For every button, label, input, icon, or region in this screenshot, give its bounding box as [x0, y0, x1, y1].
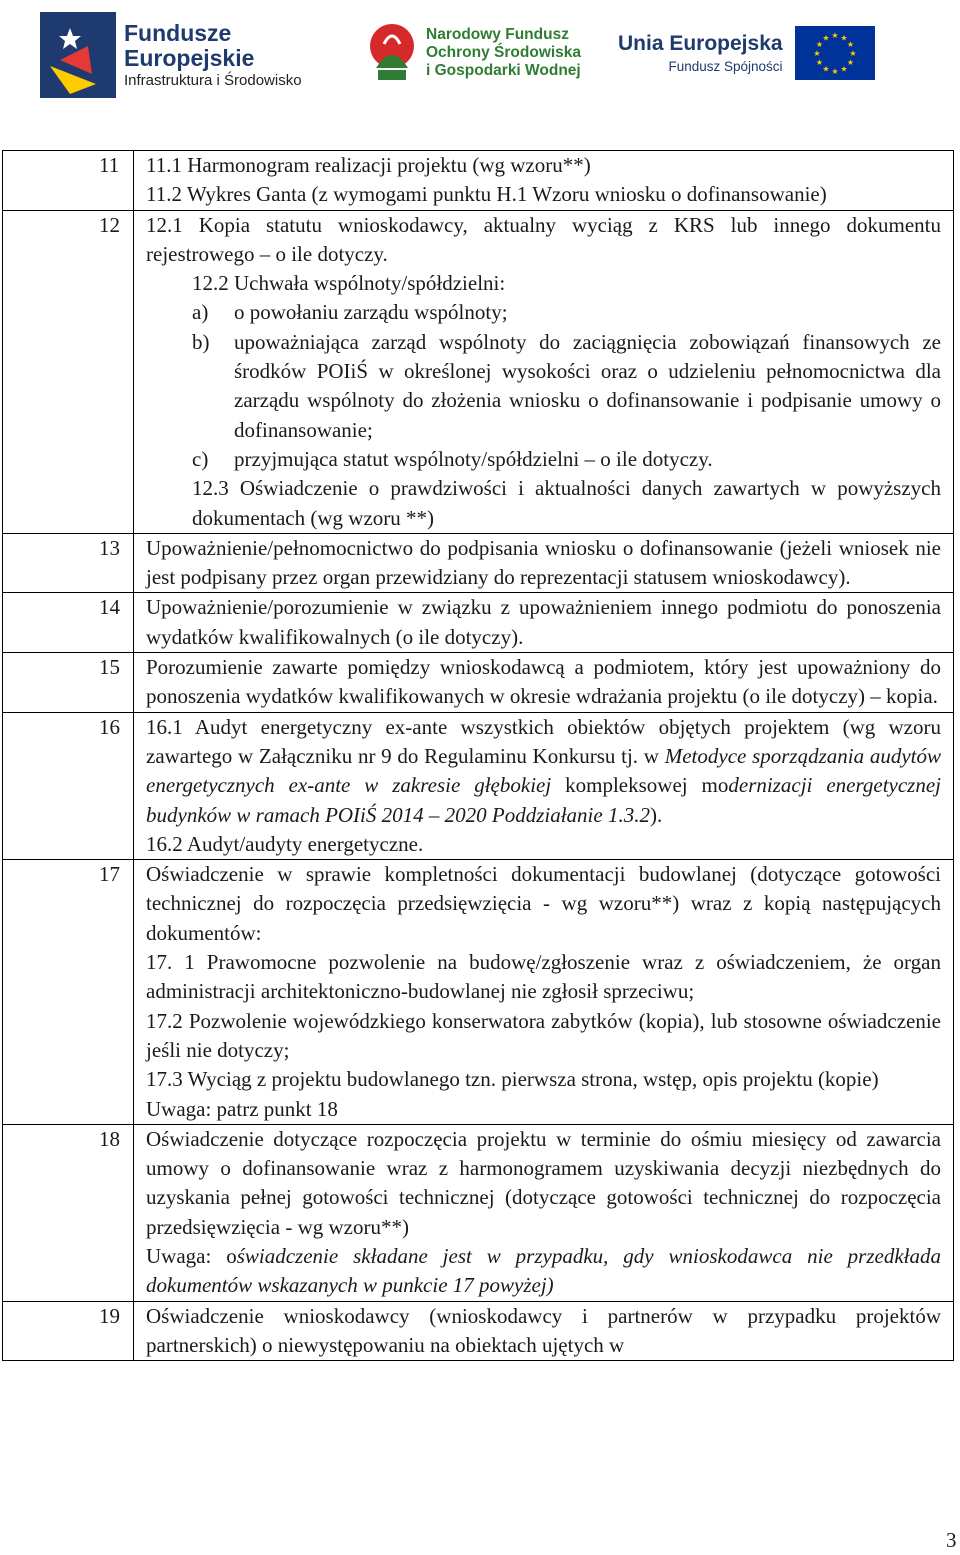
- logo2-line2: Ochrony Środowiska: [426, 44, 582, 62]
- row-number: 12: [3, 210, 134, 533]
- note-text: świadczenie składane jest w przypadku, gdy wnioskodawca nie przedkłada dokumentów wskazanych w punkcie 17 powyżej): [146, 1243, 941, 1298]
- item-16-1-text: 16.1 Audyt energetyczny ex-ante wszystkich obiektów objętych projektem (wg wzoru zawartego w Załączniku nr 9 do Regulaminu Konkursu tj. w: [146, 714, 941, 768]
- item-11-1: 11.1 Harmonogram realizacji projektu (wg wzoru**): [146, 153, 591, 177]
- logo1-line3: Infrastruktura i Środowisko: [124, 71, 302, 89]
- fe-flag-icon: [40, 12, 116, 98]
- item-11-2: 11.2 Wykres Ganta (z wymogami punktu H.1 Wzoru wniosku o dofinansowanie): [146, 182, 827, 207]
- list-text: upoważniająca zarząd wspólnoty do zaciągnięcia zobowiązań finansowych ze środków POIiŚ w określonej wysokości oraz o udzieleniu pełnomocnictwa dla zarządu wspólnoty do złożenia wniosku o dofinansowanie i podpisanie umowy o dofinansowanie;: [234, 329, 941, 442]
- fundusze-europejskie-logo: [40, 12, 302, 98]
- svg-text:★: ★: [830, 67, 839, 76]
- list-marker: c): [192, 446, 209, 471]
- item-18-note: [146, 1242, 941, 1301]
- note-label: Uwaga: o: [146, 1243, 237, 1268]
- logo1-line1: Fundusze: [124, 20, 232, 47]
- unia-europejska-logo: [618, 26, 875, 80]
- table-row: [3, 712, 954, 859]
- row-content: [134, 712, 954, 859]
- row-number: 16: [3, 712, 134, 859]
- table-row: [3, 151, 954, 211]
- methodology-title-part2: dernizacji energetycznej budynków w ramach POIiŚ 2014 – 2020 Poddziałanie 1.3.2: [146, 773, 941, 827]
- nfosigw-logo: [366, 22, 581, 84]
- svg-text:★: ★: [815, 40, 823, 49]
- row-content: [134, 860, 954, 1125]
- nfosigw-emblem-icon: [366, 22, 418, 84]
- table-row: [3, 1301, 954, 1361]
- svg-text:★: ★: [846, 40, 854, 49]
- table-row: [3, 593, 954, 653]
- logo3-line2: Fundusz Spójności: [668, 59, 783, 74]
- item-12-3: 12.3 Oświadczenie o prawdziwości i aktualności danych zawartych w powyższych dokumentach (wg wzoru **): [192, 476, 941, 530]
- item-17-intro: Oświadczenie w sprawie kompletności dokumentacji budowlanej (dotyczące gotowości technicznej do rozpoczęcia przedsięwzięcia - wg wzoru**) wraz z kopią następujących dokumentów:: [146, 862, 941, 945]
- svg-text:★: ★: [839, 33, 848, 43]
- methodology-title-part1: Metodyce sporządzania audytów energetycznych ex-ante w zakresie głębokiej: [146, 743, 941, 798]
- table-row: [3, 210, 954, 533]
- list-marker: a): [192, 300, 209, 325]
- row-content: Oświadczenie wnioskodawcy (wnioskodawcy i partnerów w przypadku projektów partnerskich) o niewystępowaniu na obiektach ujętych w: [134, 1301, 954, 1361]
- svg-text:★: ★: [821, 33, 830, 43]
- list-marker: b): [192, 329, 210, 354]
- table-row: [3, 653, 954, 713]
- row-number: 19: [3, 1301, 134, 1361]
- item-17-note: Uwaga: patrz punkt 18: [146, 1096, 338, 1121]
- attachments-table: [2, 150, 954, 1361]
- list-text: o powołaniu zarządu wspólnoty;: [234, 300, 508, 325]
- row-number: 18: [3, 1124, 134, 1301]
- svg-text:★: ★: [839, 64, 848, 74]
- row-content: [134, 210, 954, 533]
- svg-text:★: ★: [815, 58, 823, 67]
- item-12-2-c: [146, 445, 941, 474]
- item-12-2-b: [146, 328, 941, 445]
- row-content: [134, 1124, 954, 1301]
- row-number: 11: [3, 151, 134, 211]
- item-16-2: 16.2 Audyt/audyty energetyczne.: [146, 831, 424, 856]
- row-content: Upoważnienie/porozumienie w związku z upoważnieniem innego podmiotu do ponoszenia wydatków kwalifikowalnych (o ile dotyczy).: [134, 593, 954, 653]
- svg-text:★: ★: [846, 58, 854, 67]
- svg-text:★: ★: [830, 31, 839, 40]
- item-12-2-a: [146, 298, 941, 327]
- row-number: 17: [3, 860, 134, 1125]
- logo3-line1: Unia Europejska: [618, 32, 783, 55]
- item-12-1: 12.1 Kopia statutu wnioskodawcy, aktualny wyciąg z KRS lub innego dokumentu rejestrowego – o ile dotyczy.: [146, 212, 941, 266]
- row-number: 14: [3, 593, 134, 653]
- row-number: 13: [3, 533, 134, 593]
- item-12-2: 12.2 Uchwała wspólnoty/spółdzielni:: [192, 271, 506, 296]
- item-16-1-text-b: kompleksowej mo: [565, 773, 729, 798]
- table-row: [3, 860, 954, 1125]
- item-16-1: [146, 713, 941, 830]
- table-row: [3, 533, 954, 593]
- item-17-3: 17.3 Wyciąg z projektu budowlanego tzn. pierwsza strona, wstęp, opis projektu (kopie): [146, 1067, 879, 1092]
- row-content: Porozumienie zawarte pomiędzy wnioskodawcą a podmiotem, który jest upoważniony do ponoszenia wydatków kwalifikowanych w okresie wdrażania projektu (o ile dotyczy) – kopia.: [134, 653, 954, 713]
- page-number: 3: [946, 1528, 957, 1552]
- svg-text:★: ★: [812, 49, 821, 58]
- item-17-2: 17.2 Pozwolenie wojewódzkiego konserwatora zabytków (kopia), lub stosowne oświadczenie jeśli nie dotyczy;: [146, 1008, 941, 1062]
- logo2-line3: i Gospodarki Wodnej: [426, 61, 581, 79]
- svg-text:★: ★: [821, 64, 830, 74]
- row-content: Upoważnienie/pełnomocnictwo do podpisania wniosku o dofinansowanie (jeżeli wniosek nie jest podpisany przez organ przewidziany do reprezentacji statusem wnioskodawcy).: [134, 533, 954, 593]
- header-logos: [0, 0, 960, 110]
- item-17-1: 17. 1 Prawomocne pozwolenie na budowę/zgłoszenie wraz z oświadczeniem, że organ administracji architektoniczno-budowlanej nie zgłosił sprzeciwu;: [146, 950, 941, 1004]
- svg-text:★: ★: [848, 49, 857, 58]
- item-18-text: Oświadczenie dotyczące rozpoczęcia projektu w terminie do ośmiu miesięcy od zawarcia umowy o dofinansowanie wraz z harmonogramem uzyskiwania decyzji niezbędnych do uzyskania pełnej gotowości technicznej (dotyczące gotowości technicznej do rozpoczęcia przedsięwzięcia - wg wzoru**): [146, 1126, 941, 1239]
- logo1-line2: Europejskie: [124, 44, 255, 71]
- list-text: przyjmująca statut wspólnoty/spółdzielni – o ile dotyczy.: [234, 446, 713, 471]
- row-content: [134, 151, 954, 211]
- logo2-line1: Narodowy Fundusz: [426, 26, 569, 44]
- row-number: 15: [3, 653, 134, 713]
- item-16-1-end: ).: [649, 802, 663, 827]
- table-row: [3, 1124, 954, 1301]
- eu-flag-icon: [795, 26, 875, 80]
